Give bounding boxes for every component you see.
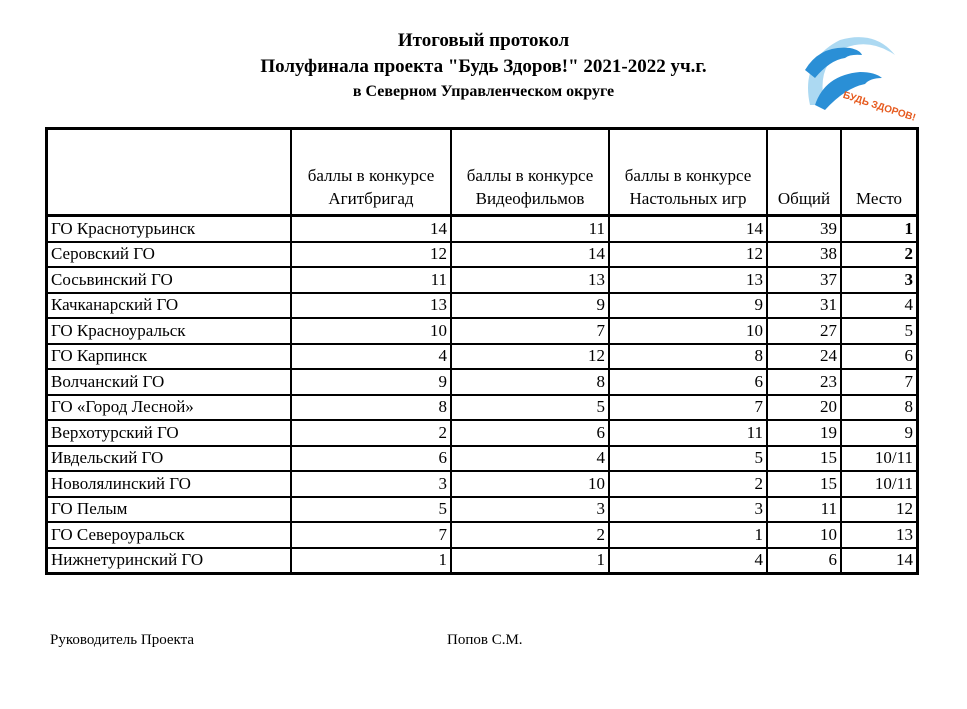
cell-agitbrigade: 12: [291, 242, 451, 268]
cell-agitbrigade: 7: [291, 522, 451, 548]
cell-place: 8: [841, 395, 918, 421]
cell-video: 12: [451, 344, 609, 370]
svg-text:БУДЬ ЗДОРОВ!: БУДЬ ЗДОРОВ!: [841, 89, 917, 124]
table-row: [47, 242, 918, 268]
col-header-total: Общий: [767, 129, 841, 216]
cell-agitbrigade: 2: [291, 420, 451, 446]
title-line-2: Полуфинала проекта "Будь Здоров!" 2021-2022 уч.г.: [260, 56, 707, 77]
cell-place: 9: [841, 420, 918, 446]
cell-total: 38: [767, 242, 841, 268]
cell-municipality: Серовский ГО: [47, 242, 292, 268]
cell-place: 4: [841, 293, 918, 319]
table-row: [47, 395, 918, 421]
cell-boardgames: 10: [609, 318, 767, 344]
cell-agitbrigade: 11: [291, 267, 451, 293]
table-row: [47, 471, 918, 497]
cell-total: 20: [767, 395, 841, 421]
cell-municipality: ГО Краснотурьинск: [47, 216, 292, 242]
cell-boardgames: 9: [609, 293, 767, 319]
cell-municipality: Ивдельский ГО: [47, 446, 292, 472]
cell-video: 10: [451, 471, 609, 497]
cell-agitbrigade: 3: [291, 471, 451, 497]
cell-boardgames: 14: [609, 216, 767, 242]
cell-municipality: ГО Пелым: [47, 497, 292, 523]
cell-boardgames: 13: [609, 267, 767, 293]
cell-total: 24: [767, 344, 841, 370]
cell-video: 2: [451, 522, 609, 548]
table-row: [47, 522, 918, 548]
footer-name: Попов С.М.: [447, 632, 523, 648]
cell-video: 8: [451, 369, 609, 395]
cell-municipality: Нижнетуринский ГО: [47, 548, 292, 574]
cell-agitbrigade: 1: [291, 548, 451, 574]
cell-boardgames: 4: [609, 548, 767, 574]
cell-total: 10: [767, 522, 841, 548]
cell-video: 5: [451, 395, 609, 421]
col-header-boardgames: баллы в конкурсе Настольных игр: [609, 129, 767, 216]
cell-total: 37: [767, 267, 841, 293]
table-row: [47, 446, 918, 472]
cell-video: 6: [451, 420, 609, 446]
cell-place: 3: [841, 267, 918, 293]
cell-place: 10/11: [841, 471, 918, 497]
cell-video: 11: [451, 216, 609, 242]
cell-place: 12: [841, 497, 918, 523]
cell-agitbrigade: 4: [291, 344, 451, 370]
cell-boardgames: 2: [609, 471, 767, 497]
cell-agitbrigade: 5: [291, 497, 451, 523]
cell-boardgames: 7: [609, 395, 767, 421]
table-row: [47, 497, 918, 523]
cell-total: 11: [767, 497, 841, 523]
cell-boardgames: 11: [609, 420, 767, 446]
table-row: [47, 216, 918, 242]
cell-total: 15: [767, 446, 841, 472]
title-line-3: в Северном Управленческом округе: [352, 83, 615, 100]
cell-municipality: Качканарский ГО: [47, 293, 292, 319]
cell-municipality: ГО Карпинск: [47, 344, 292, 370]
cell-boardgames: 6: [609, 369, 767, 395]
col-header-agitbrigade: баллы в конкурсе Агитбригад: [291, 129, 451, 216]
dolphin-logo: [790, 30, 917, 124]
table-row: [47, 420, 918, 446]
cell-total: 19: [767, 420, 841, 446]
cell-total: 27: [767, 318, 841, 344]
results-table: [45, 127, 919, 575]
cell-video: 14: [451, 242, 609, 268]
table-row: [47, 344, 918, 370]
cell-municipality: ГО «Город Лесной»: [47, 395, 292, 421]
cell-agitbrigade: 8: [291, 395, 451, 421]
cell-video: 13: [451, 267, 609, 293]
cell-place: 5: [841, 318, 918, 344]
cell-boardgames: 5: [609, 446, 767, 472]
cell-municipality: ГО Красноуральск: [47, 318, 292, 344]
cell-agitbrigade: 10: [291, 318, 451, 344]
cell-agitbrigade: 14: [291, 216, 451, 242]
cell-boardgames: 12: [609, 242, 767, 268]
table-row: [47, 548, 918, 574]
cell-agitbrigade: 6: [291, 446, 451, 472]
cell-municipality: Сосьвинский ГО: [47, 267, 292, 293]
cell-place: 6: [841, 344, 918, 370]
cell-place: 14: [841, 548, 918, 574]
cell-video: 4: [451, 446, 609, 472]
cell-boardgames: 3: [609, 497, 767, 523]
cell-boardgames: 8: [609, 344, 767, 370]
cell-place: 13: [841, 522, 918, 548]
cell-place: 2: [841, 242, 918, 268]
col-header-video: баллы в конкурсе Видеофильмов: [451, 129, 609, 216]
cell-total: 15: [767, 471, 841, 497]
cell-municipality: Волчанский ГО: [47, 369, 292, 395]
cell-agitbrigade: 9: [291, 369, 451, 395]
cell-agitbrigade: 13: [291, 293, 451, 319]
col-header-name: [47, 129, 292, 216]
cell-municipality: Верхотурский ГО: [47, 420, 292, 446]
title-line-1: Итоговый протокол: [397, 30, 570, 51]
cell-total: 31: [767, 293, 841, 319]
table-header-row: [47, 129, 918, 216]
cell-municipality: Новолялинский ГО: [47, 471, 292, 497]
col-header-place: Место: [841, 129, 918, 216]
cell-video: 7: [451, 318, 609, 344]
table-row: [47, 318, 918, 344]
table-row: [47, 293, 918, 319]
cell-place: 1: [841, 216, 918, 242]
cell-total: 23: [767, 369, 841, 395]
cell-place: 7: [841, 369, 918, 395]
cell-municipality: ГО Североуральск: [47, 522, 292, 548]
cell-boardgames: 1: [609, 522, 767, 548]
cell-video: 3: [451, 497, 609, 523]
cell-total: 39: [767, 216, 841, 242]
table-row: [47, 267, 918, 293]
cell-total: 6: [767, 548, 841, 574]
cell-video: 1: [451, 548, 609, 574]
table-row: [47, 369, 918, 395]
footer-role: Руководитель Проекта: [50, 632, 195, 648]
cell-video: 9: [451, 293, 609, 319]
cell-place: 10/11: [841, 446, 918, 472]
